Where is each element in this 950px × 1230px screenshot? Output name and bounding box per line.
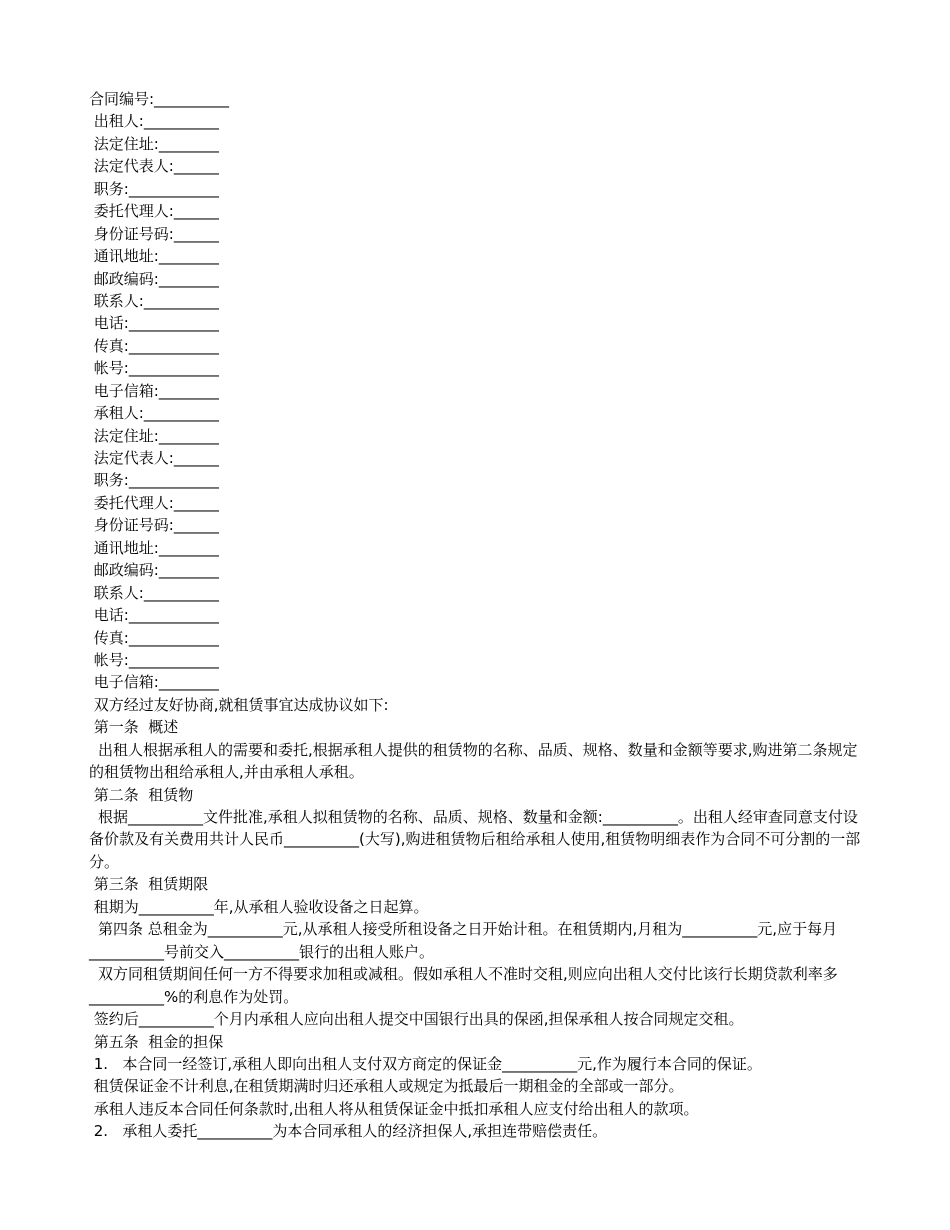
article-3-paragraph: 租期为__________年,从承租人验收设备之日起算。 [89,897,429,916]
lessor-agent-field: 委托代理人:______ [89,202,219,221]
article-5-title: 第五条 租金的担保 [89,1032,224,1051]
article-4-paragraph-1: 第四条 总租金为__________元,从承租人接受所租设备之日开始计租。在租赁期内,月租为__________元,应于每月__________号前交入__________银行的出租人账户。 [89,920,838,961]
lessee-phone-field: 电话:____________ [89,606,219,625]
contract-document [89,88,869,1143]
lessee-email-field: 电子信箱:________ [89,673,219,692]
lessor-id-field: 身份证号码:______ [89,224,219,243]
article-1-title: 第一条 概述 [89,718,179,737]
lessee-field: 承租人:__________ [89,404,219,423]
article-5-item-1-detail-b: 承租人违反本合同任何条款时,出租人将从租赁保证金中抵扣承租人应支付给出租人的款项。 [89,1099,699,1118]
lessee-legal-rep-field: 法定代表人:______ [89,449,219,467]
lessor-contact-field: 联系人:__________ [89,291,219,310]
lessee-agent-field: 委托代理人:______ [89,493,219,512]
article-4-paragraph-3: 签约后__________个月内承租人应向出租人提交中国银行出具的保函,担保承租人按合同规定交租。 [89,1010,744,1029]
lessor-position-field: 职务:____________ [89,179,219,198]
lessor-account-field: 帐号:____________ [89,359,219,378]
lessee-fax-field: 传真:____________ [89,628,219,647]
lessee-mail-address-field: 通讯地址:________ [89,538,219,557]
lessor-fax-field: 传真:____________ [89,336,219,355]
contract-number-field: 合同编号:__________ [89,90,230,108]
agreement-intro: 双方经过友好协商,就租赁事宜达成协议如下: [89,695,389,714]
lessor-mail-address-field: 通讯地址:________ [89,247,219,266]
article-5-item-1: 1. 本合同一经签订,承租人即向出租人支付双方商定的保证金__________元,作为履行本合同的保证。 [89,1054,762,1073]
lessor-email-field: 电子信箱:________ [89,381,219,400]
article-2-title: 第二条 租赁物 [89,785,194,804]
lessee-address-field: 法定住址:________ [89,426,219,445]
article-1-paragraph: 出租人根据承租人的需要和委托,根据承租人提供的租赁物的名称、品质、规格、数量和金额等要求,购进第二条规定的租赁物出租给承租人,并由承租人承租。 [89,740,858,782]
article-5-item-1-detail-a: 租赁保证金不计利息,在租赁期满时归还承租人或规定为抵最后一期租金的全部或一部分。 [89,1077,684,1096]
lessor-phone-field: 电话:____________ [89,314,219,333]
lessee-account-field: 帐号:____________ [89,650,219,669]
article-4-paragraph-2: 双方同租赁期间任何一方不得要求加租或减租。假如承租人不准时交租,则应向出租人交付比该行长期贷款利率多__________%的利息作为处罚。 [89,965,838,1006]
lessee-postcode-field: 邮政编码:________ [89,561,219,580]
article-2-paragraph: 根据__________文件批准,承租人拟租赁物的名称、品质、规格、数量和金额:__________。出租人经审查同意支付设备价款及有关费用共计人民币__________(大写),购进租赁物后租给承租人使用,租赁物明细表作为合同不可分割的一部分。 [89,808,861,871]
lessor-address-field: 法定住址:________ [89,134,219,153]
lessor-field: 出租人:__________ [89,112,219,131]
lessor-postcode-field: 邮政编码:________ [89,269,219,288]
lessee-position-field: 职务:____________ [89,471,219,490]
lessee-id-field: 身份证号码:______ [89,516,219,535]
article-3-title: 第三条 租赁期限 [89,875,209,894]
lessee-contact-field: 联系人:__________ [89,583,219,602]
article-5-item-2: 2. 承租人委托__________为本合同承租人的经济担保人,承担连带赔偿责任。 [89,1122,608,1141]
lessor-legal-rep-field: 法定代表人:______ [89,157,219,176]
